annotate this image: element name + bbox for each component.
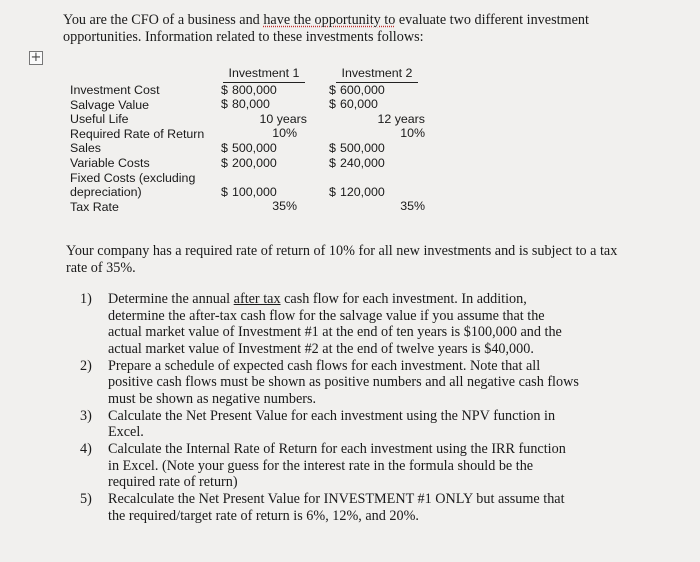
list-item: 3) Calculate the Net Present Value for each investment using the NPV function in Excel.	[80, 407, 556, 440]
requirements-paragraph: Your company has a required rate of return of 10% for all new investments and is subject to a tax rate of 35%.	[66, 243, 618, 276]
column-header: Investment 1	[221, 66, 307, 83]
item-number: 2)	[80, 357, 92, 374]
row-labels	[70, 83, 220, 214]
table-cell: $ 240,000	[329, 155, 385, 170]
item-number: 3)	[80, 407, 92, 424]
item-number: 4)	[80, 441, 92, 457]
row-label: Tax Rate	[70, 199, 119, 214]
row-label: Sales	[70, 141, 101, 156]
underlined-phrase: after tax	[233, 291, 281, 307]
row-label: depreciation)	[70, 185, 142, 200]
table-cell: 12 years	[377, 111, 425, 126]
table-cell: 35%	[400, 199, 425, 214]
list-item: 2) Prepare a schedule of expected cash flows for each investment. Note that all positive cash flows must be shown as positive numbers and all negative cash flows must be shown as negative numbers.	[80, 357, 579, 407]
intro-text	[63, 12, 663, 45]
investment-2-column	[329, 66, 425, 214]
table-cell: $ 100,000	[221, 184, 277, 199]
column-header: Investment 2	[329, 66, 425, 83]
item-number: 1)	[80, 291, 92, 307]
table-cell: $ 600,000	[329, 82, 385, 97]
table-cell: $ 80,000	[221, 97, 270, 112]
spellcheck-phrase: have the opportunity to	[263, 12, 396, 28]
row-label: Useful Life	[70, 112, 129, 127]
table-cell: 10 years	[259, 111, 307, 126]
table-cell: $ 60,000	[329, 97, 378, 112]
question-list	[80, 291, 580, 525]
table-cell: 35%	[272, 199, 297, 214]
row-label: Required Rate of Return	[70, 126, 205, 141]
investment-1-column	[221, 66, 307, 214]
list-item: 4) Calculate the Internal Rate of Return for each investment using the IRR function in Excel. (Note your guess for the interest rate in the formula should be the required rate of return)	[80, 441, 566, 490]
item-number: 5)	[80, 491, 92, 507]
table-cell: $ 200,000	[221, 155, 277, 170]
table-cell: $ 800,000	[221, 82, 277, 97]
table-cell: $ 120,000	[329, 184, 385, 199]
table-cell: 10%	[272, 126, 297, 141]
table-cell: $ 500,000	[329, 140, 385, 155]
row-label: Variable Costs	[70, 155, 150, 170]
table-cell: 10%	[400, 126, 425, 141]
list-item: 5) Recalculate the Net Present Value for INVESTMENT #1 ONLY but assume that the required/target rate of return is 6%, 12%, and 20%.	[80, 491, 565, 524]
row-label: Fixed Costs (excluding	[70, 170, 196, 185]
table-cell: $ 500,000	[221, 140, 277, 155]
intro-part1: You are the CFO of a business and	[63, 12, 264, 28]
plus-square-icon[interactable]: +	[30, 50, 42, 65]
row-label: Salvage Value	[70, 97, 149, 112]
row-label: Investment Cost	[70, 83, 160, 97]
list-item: 1) Determine the annual after tax cash flow for each investment. In addition, determine the after-tax cash flow for the salvage value if you assume that the actual market value of Investment #1 at the end of ten years is $100,000 and the actual market value of Investment #2 at the end of twelve years is $40,000.	[80, 291, 562, 357]
intro-part2: evaluate two different investment opportunities. Information related to these investments follows:	[63, 12, 589, 45]
